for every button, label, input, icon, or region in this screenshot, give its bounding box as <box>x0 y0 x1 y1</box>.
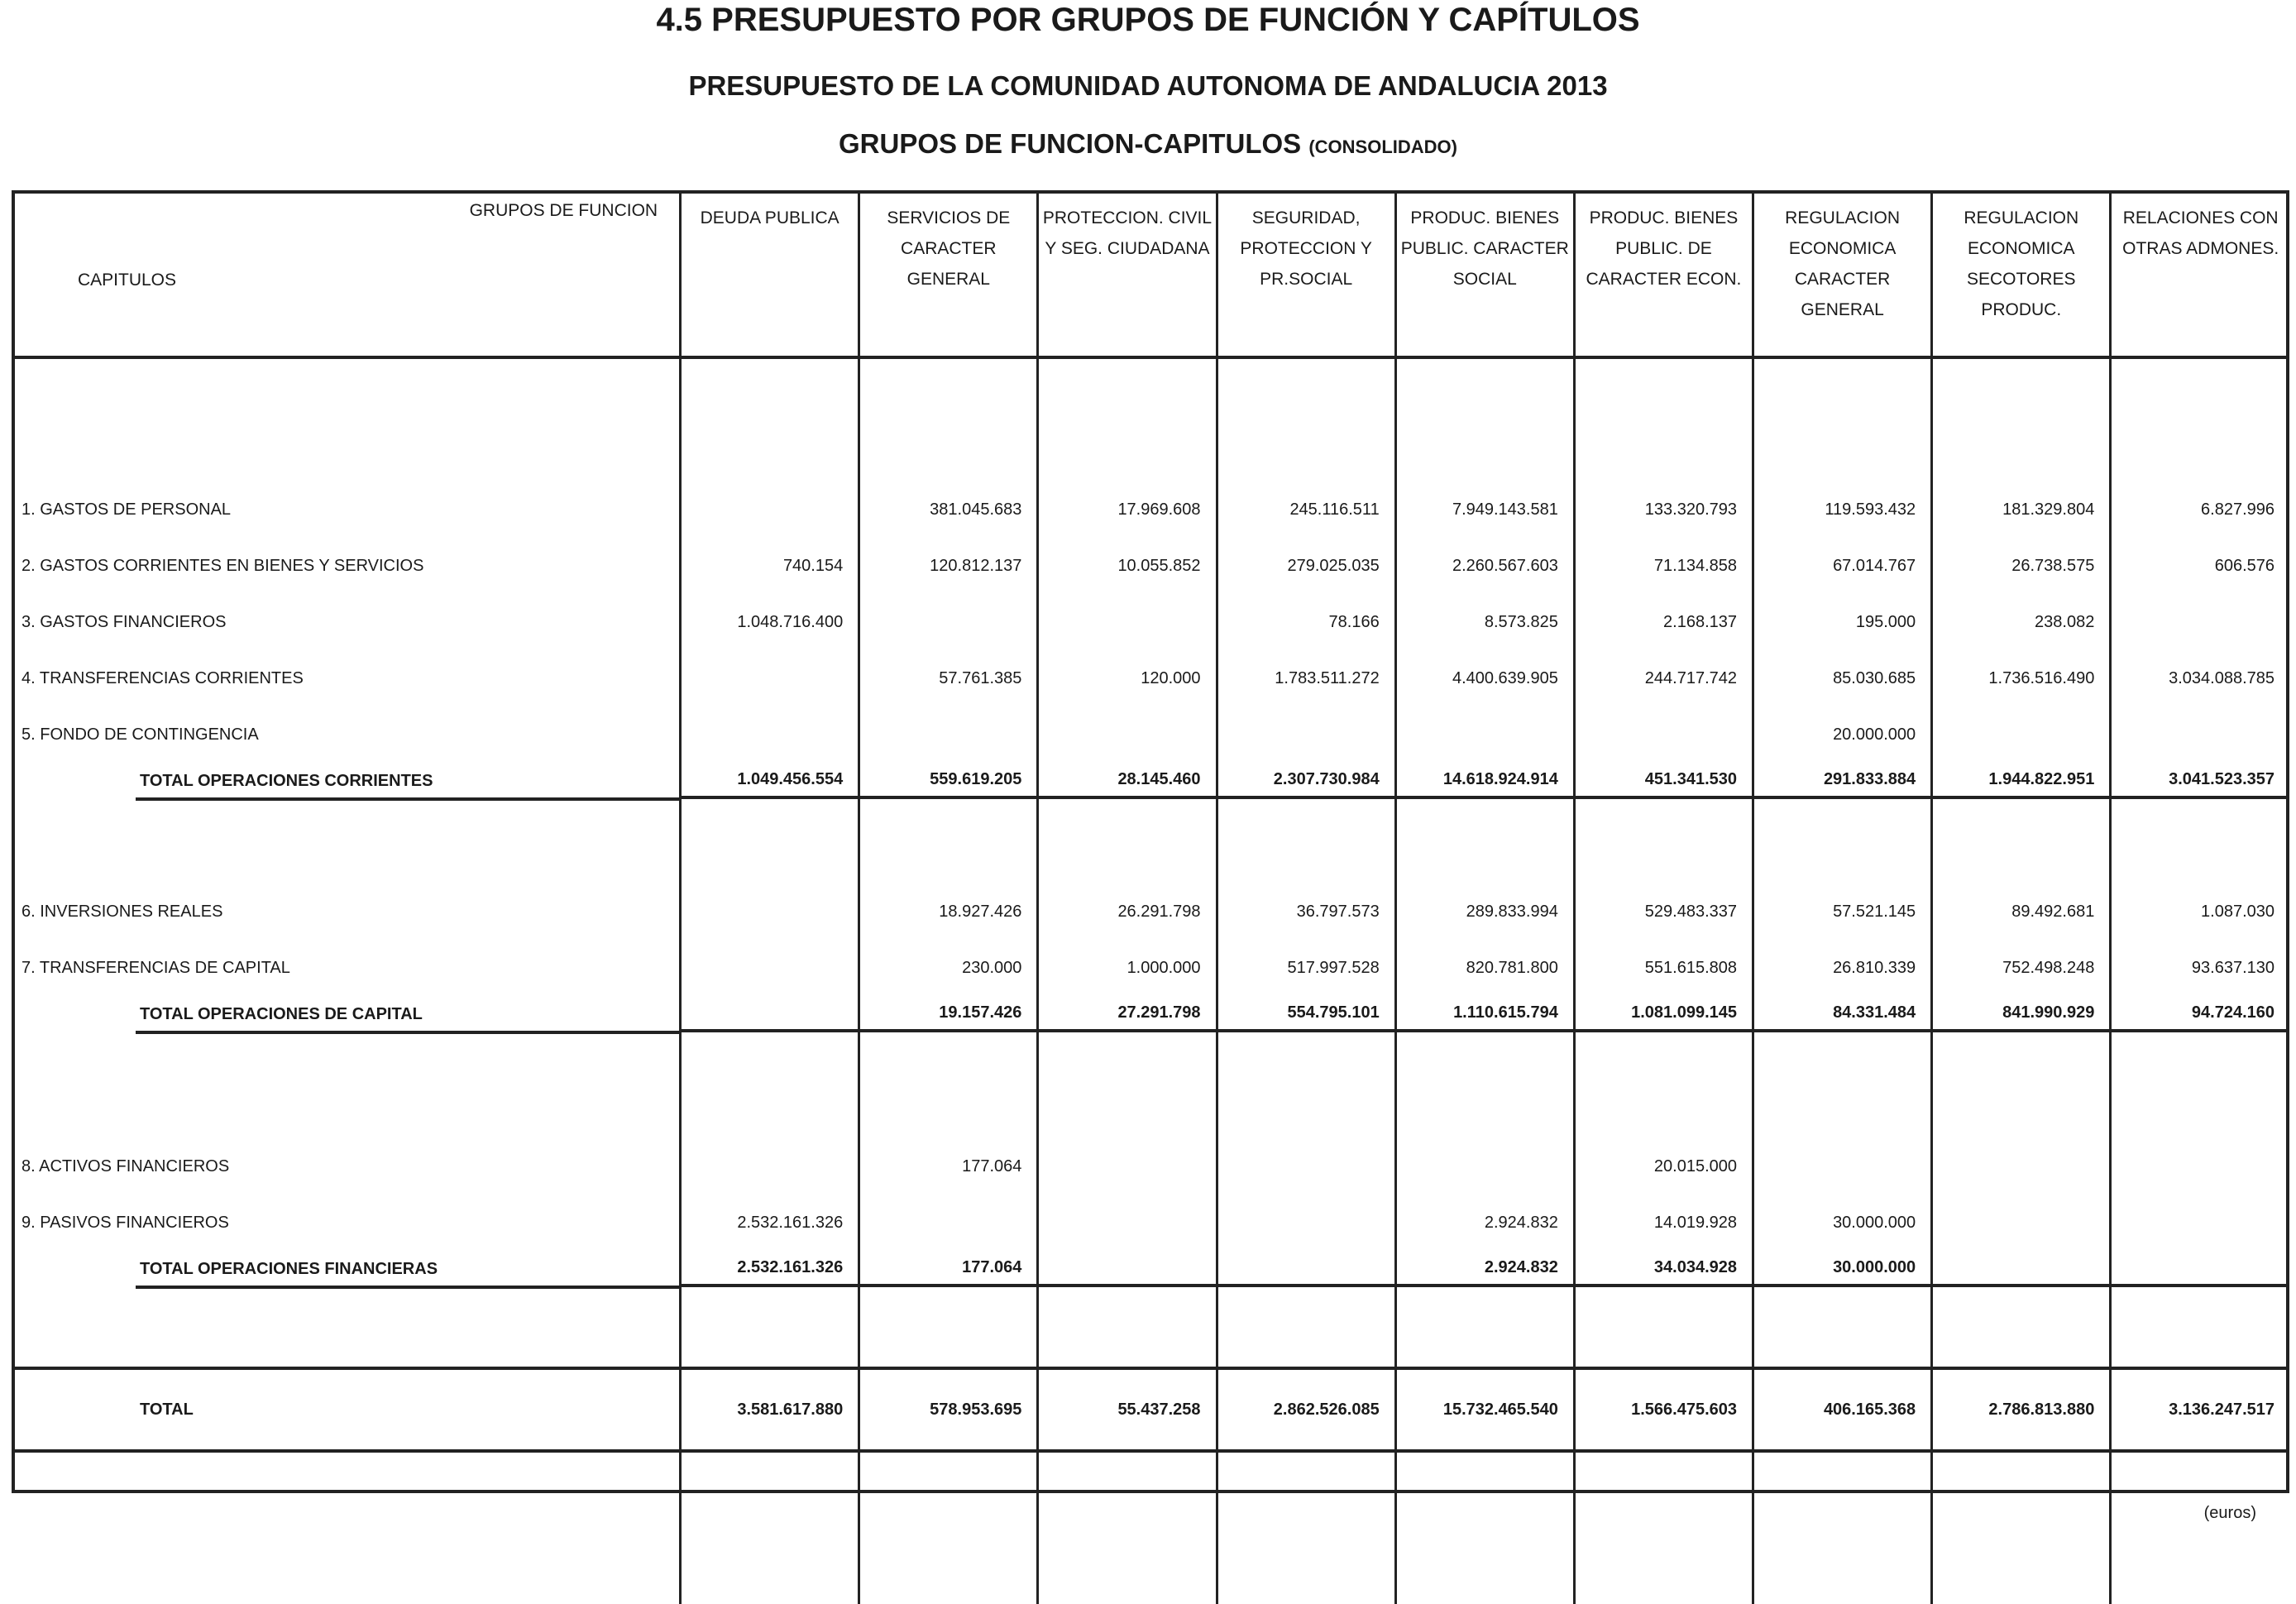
table-cell: 8.573.825 <box>1395 594 1574 650</box>
table-cell: 606.576 <box>2111 538 2289 594</box>
table-cell: 85.030.685 <box>1753 650 1932 706</box>
table-row <box>12 650 2289 706</box>
table-cell <box>2111 706 2289 763</box>
table-cell: 2.532.161.326 <box>681 1195 859 1251</box>
column-header-line: PR.SOCIAL <box>1260 270 1353 289</box>
table-cell: 1.944.822.951 <box>1932 763 2111 797</box>
table-cell: 27.291.798 <box>1038 996 1217 1031</box>
table-cell <box>1038 1251 1217 1286</box>
row-label-text: TOTAL OPERACIONES FINANCIERAS <box>140 1260 438 1278</box>
total-underline <box>136 797 679 801</box>
column-header-line: SOCIAL <box>1452 270 1517 289</box>
column-header-line: PRODUC. <box>1981 300 2062 319</box>
table-cell: 3.581.617.880 <box>681 1368 859 1451</box>
column-header <box>2111 190 2289 357</box>
row-label <box>12 594 681 650</box>
column-header-line: PROTECCION Y <box>1240 239 1372 258</box>
spacer-row <box>12 357 2289 481</box>
table-cell: 245.116.511 <box>1217 481 1395 538</box>
row-label <box>12 650 681 706</box>
column-header <box>1038 190 1217 357</box>
unit-note: (euros) <box>2203 1504 2256 1522</box>
table-cell: 578.953.695 <box>859 1368 1038 1451</box>
table-cell: 1.000.000 <box>1038 940 1217 996</box>
table-cell: 517.997.528 <box>1217 940 1395 996</box>
column-header-line: SECOTORES <box>1967 270 2076 289</box>
table-cell <box>1217 1251 1395 1286</box>
table-cell: 26.738.575 <box>1932 538 2111 594</box>
row-label-text: 3. GASTOS FINANCIEROS <box>22 612 227 631</box>
table-cell: 2.924.832 <box>1395 1195 1574 1251</box>
table-row <box>12 706 2289 763</box>
column-header-line: CARACTER <box>1794 270 1891 289</box>
table-cell: 195.000 <box>1753 594 1932 650</box>
column-header-line: REGULACION <box>1964 208 2079 227</box>
table-cell: 67.014.767 <box>1753 538 1932 594</box>
row-group-label: CAPITULOS <box>78 271 177 290</box>
row-label-text: TOTAL <box>140 1400 194 1419</box>
table-cell: 133.320.793 <box>1574 481 1753 538</box>
table-cell <box>1038 1195 1217 1251</box>
total-underline <box>136 1286 679 1289</box>
table-cell: 34.034.928 <box>1574 1251 1753 1286</box>
row-label-text: 5. FONDO DE CONTINGENCIA <box>22 725 259 744</box>
table-row <box>12 481 2289 538</box>
row-label-text: 6. INVERSIONES REALES <box>22 902 223 921</box>
row-label <box>12 996 681 1031</box>
table-cell <box>1038 594 1217 650</box>
table-cell: 89.492.681 <box>1932 883 2111 940</box>
table-cell: 36.797.573 <box>1217 883 1395 940</box>
column-group-label: GRUPOS DE FUNCION <box>469 201 658 220</box>
column-header-line: SERVICIOS DE <box>887 208 1011 227</box>
table-cell <box>681 1138 859 1195</box>
table-cell: 3.034.088.785 <box>2111 650 2289 706</box>
table-cell: 26.291.798 <box>1038 883 1217 940</box>
table-cell <box>1395 706 1574 763</box>
table-cell: 2.786.813.880 <box>1932 1368 2111 1451</box>
table-cell: 551.615.808 <box>1574 940 1753 996</box>
table-cell <box>1574 706 1753 763</box>
table-cell: 177.064 <box>859 1138 1038 1195</box>
table-row <box>12 1195 2289 1251</box>
row-label <box>12 1368 681 1451</box>
row-label-text: TOTAL OPERACIONES CORRIENTES <box>140 772 433 790</box>
row-label-text: 7. TRANSFERENCIAS DE CAPITAL <box>22 958 290 977</box>
spacer-row <box>12 797 2289 883</box>
table-cell: 7.949.143.581 <box>1395 481 1574 538</box>
table-cell <box>1932 706 2111 763</box>
row-label-text: 2. GASTOS CORRIENTES EN BIENES Y SERVICIOS <box>22 556 424 575</box>
table-row <box>12 538 2289 594</box>
table-cell: 2.862.526.085 <box>1217 1368 1395 1451</box>
table-cell <box>859 594 1038 650</box>
corner-header <box>12 190 681 357</box>
table-cell: 93.637.130 <box>2111 940 2289 996</box>
table-cell <box>2111 1138 2289 1195</box>
column-header <box>1753 190 1932 357</box>
table-cell <box>1932 1138 2111 1195</box>
table-cell: 1.048.716.400 <box>681 594 859 650</box>
row-label-text: 8. ACTIVOS FINANCIEROS <box>22 1156 230 1175</box>
page-title: 4.5 PRESUPUESTO POR GRUPOS DE FUNCIÓN Y CAPÍTULOS <box>656 2 1640 38</box>
table-cell: 1.566.475.603 <box>1574 1368 1753 1451</box>
table-cell: 406.165.368 <box>1753 1368 1932 1451</box>
row-label <box>12 1138 681 1195</box>
column-header <box>1217 190 1395 357</box>
column-header <box>1932 190 2111 357</box>
row-label <box>12 481 681 538</box>
row-label <box>12 883 681 940</box>
table-cell: 119.593.432 <box>1753 481 1932 538</box>
table-cell <box>681 883 859 940</box>
column-header-line: REGULACION <box>1785 208 1901 227</box>
table-cell <box>1038 1138 1217 1195</box>
table-cell: 740.154 <box>681 538 859 594</box>
table-cell: 181.329.804 <box>1932 481 2111 538</box>
table-cell: 55.437.258 <box>1038 1368 1217 1451</box>
column-header-line: CARACTER <box>901 239 997 258</box>
row-label <box>12 763 681 797</box>
table-cell: 820.781.800 <box>1395 940 1574 996</box>
column-header-line: PRODUC. BIENES <box>1410 208 1560 227</box>
table-cell: 451.341.530 <box>1574 763 1753 797</box>
table-cell: 94.724.160 <box>2111 996 2289 1031</box>
table-cell: 554.795.101 <box>1217 996 1395 1031</box>
column-header-line: OTRAS ADMONES. <box>2122 239 2279 258</box>
table-cell: 1.087.030 <box>2111 883 2289 940</box>
table-cell: 2.924.832 <box>1395 1251 1574 1286</box>
column-header-line: CARACTER ECON. <box>1586 270 1742 289</box>
table-cell <box>1217 706 1395 763</box>
table-cell: 559.619.205 <box>859 763 1038 797</box>
table-cell: 78.166 <box>1217 594 1395 650</box>
table-cell <box>681 706 859 763</box>
column-header-line: PUBLIC. CARACTER <box>1400 239 1569 258</box>
table-cell: 120.812.137 <box>859 538 1038 594</box>
row-label-text: 9. PASIVOS FINANCIEROS <box>22 1213 229 1232</box>
table-cell <box>1753 1138 1932 1195</box>
row-label <box>12 1195 681 1251</box>
table-cell: 26.810.339 <box>1753 940 1932 996</box>
spacer-row <box>12 1031 2289 1138</box>
subtotal-row <box>12 1251 2289 1286</box>
table-cell: 84.331.484 <box>1753 996 1932 1031</box>
column-header-line: PRODUC. BIENES <box>1589 208 1739 227</box>
column-header-line: RELACIONES CON <box>2122 208 2279 227</box>
column-header-line: PROTECCION. CIVIL <box>1042 208 1213 227</box>
table-row <box>12 1138 2289 1195</box>
table-cell: 57.761.385 <box>859 650 1038 706</box>
column-header-line: GENERAL <box>906 270 990 289</box>
row-label-text: 4. TRANSFERENCIAS CORRIENTES <box>22 668 304 687</box>
table-title <box>0 128 2296 160</box>
column-header-line: GENERAL <box>1801 300 1884 319</box>
table-cell <box>2111 1195 2289 1251</box>
table-cell <box>859 1195 1038 1251</box>
table-cell <box>681 996 859 1031</box>
row-label <box>12 706 681 763</box>
table-cell <box>1932 1195 2111 1251</box>
spacer-row <box>12 1286 2289 1368</box>
table-cell <box>681 481 859 538</box>
table-cell <box>2111 1251 2289 1286</box>
table-row <box>12 883 2289 940</box>
table-cell: 3.136.247.517 <box>2111 1368 2289 1451</box>
table-cell <box>1217 1195 1395 1251</box>
table-cell: 20.000.000 <box>1753 706 1932 763</box>
table-cell: 291.833.884 <box>1753 763 1932 797</box>
table-cell: 1.081.099.145 <box>1574 996 1753 1031</box>
table-cell: 238.082 <box>1932 594 2111 650</box>
table-cell: 20.015.000 <box>1574 1138 1753 1195</box>
row-label-text: TOTAL OPERACIONES DE CAPITAL <box>140 1005 423 1023</box>
table-cell <box>1038 706 1217 763</box>
column-header-line: ECONOMICA <box>1967 239 2075 258</box>
table-title-main: GRUPOS DE FUNCION-CAPITULOS <box>838 128 1302 159</box>
table-row <box>12 594 2289 650</box>
table-cell <box>1395 1138 1574 1195</box>
table-cell: 177.064 <box>859 1251 1038 1286</box>
table-cell: 18.927.426 <box>859 883 1038 940</box>
table-cell: 14.618.924.914 <box>1395 763 1574 797</box>
table-cell: 19.157.426 <box>859 996 1038 1031</box>
table-cell: 2.260.567.603 <box>1395 538 1574 594</box>
table-cell: 1.736.516.490 <box>1932 650 2111 706</box>
table-cell <box>1217 1138 1395 1195</box>
table-cell: 2.532.161.326 <box>681 1251 859 1286</box>
table-cell: 30.000.000 <box>1753 1251 1932 1286</box>
table-cell: 2.307.730.984 <box>1217 763 1395 797</box>
table-cell: 2.168.137 <box>1574 594 1753 650</box>
table-cell: 1.783.511.272 <box>1217 650 1395 706</box>
total-underline <box>136 1031 679 1034</box>
subtotal-row <box>12 763 2289 797</box>
table-cell <box>681 650 859 706</box>
row-label <box>12 538 681 594</box>
table-cell: 57.521.145 <box>1753 883 1932 940</box>
table-cell: 71.134.858 <box>1574 538 1753 594</box>
table-row <box>12 940 2289 996</box>
grand-total-row <box>12 1368 2289 1451</box>
row-label <box>12 940 681 996</box>
subtotal-row <box>12 996 2289 1031</box>
column-header <box>1395 190 1574 357</box>
table-cell: 1.110.615.794 <box>1395 996 1574 1031</box>
table-cell <box>681 940 859 996</box>
header-row <box>12 190 2289 357</box>
table-cell: 28.145.460 <box>1038 763 1217 797</box>
table-cell: 841.990.929 <box>1932 996 2111 1031</box>
table-cell: 1.049.456.554 <box>681 763 859 797</box>
table-cell: 529.483.337 <box>1574 883 1753 940</box>
table-cell: 4.400.639.905 <box>1395 650 1574 706</box>
row-label-text: 1. GASTOS DE PERSONAL <box>22 500 232 519</box>
column-header <box>681 190 859 357</box>
table-cell: 14.019.928 <box>1574 1195 1753 1251</box>
table-cell <box>2111 594 2289 650</box>
row-label <box>12 1251 681 1286</box>
table-cell: 289.833.994 <box>1395 883 1574 940</box>
budget-table <box>12 190 2289 1604</box>
column-header <box>859 190 1038 357</box>
spacer-row <box>12 1451 2289 1604</box>
table-cell: 279.025.035 <box>1217 538 1395 594</box>
table-cell: 6.827.996 <box>2111 481 2289 538</box>
table-cell <box>859 706 1038 763</box>
column-header-line: Y SEG. CIUDADANA <box>1045 239 1210 258</box>
column-header-line: ECONOMICA <box>1788 239 1897 258</box>
column-header-line: PUBLIC. DE <box>1615 239 1712 258</box>
table-cell: 244.717.742 <box>1574 650 1753 706</box>
table-cell: 15.732.465.540 <box>1395 1368 1574 1451</box>
table-cell: 3.041.523.357 <box>2111 763 2289 797</box>
table-cell <box>1932 1251 2111 1286</box>
table-cell: 752.498.248 <box>1932 940 2111 996</box>
page-subtitle: PRESUPUESTO DE LA COMUNIDAD AUTONOMA DE ANDALUCIA 2013 <box>688 70 1608 101</box>
table-cell: 10.055.852 <box>1038 538 1217 594</box>
column-header-line: SEGURIDAD, <box>1251 208 1361 227</box>
table-title-qualifier: (CONSOLIDADO) <box>1308 136 1457 157</box>
table-cell: 17.969.608 <box>1038 481 1217 538</box>
table-cell: 30.000.000 <box>1753 1195 1932 1251</box>
table-cell: 230.000 <box>859 940 1038 996</box>
column-header-line: DEUDA PUBLICA <box>700 208 839 227</box>
column-header <box>1574 190 1753 357</box>
table-cell: 120.000 <box>1038 650 1217 706</box>
table-cell: 381.045.683 <box>859 481 1038 538</box>
